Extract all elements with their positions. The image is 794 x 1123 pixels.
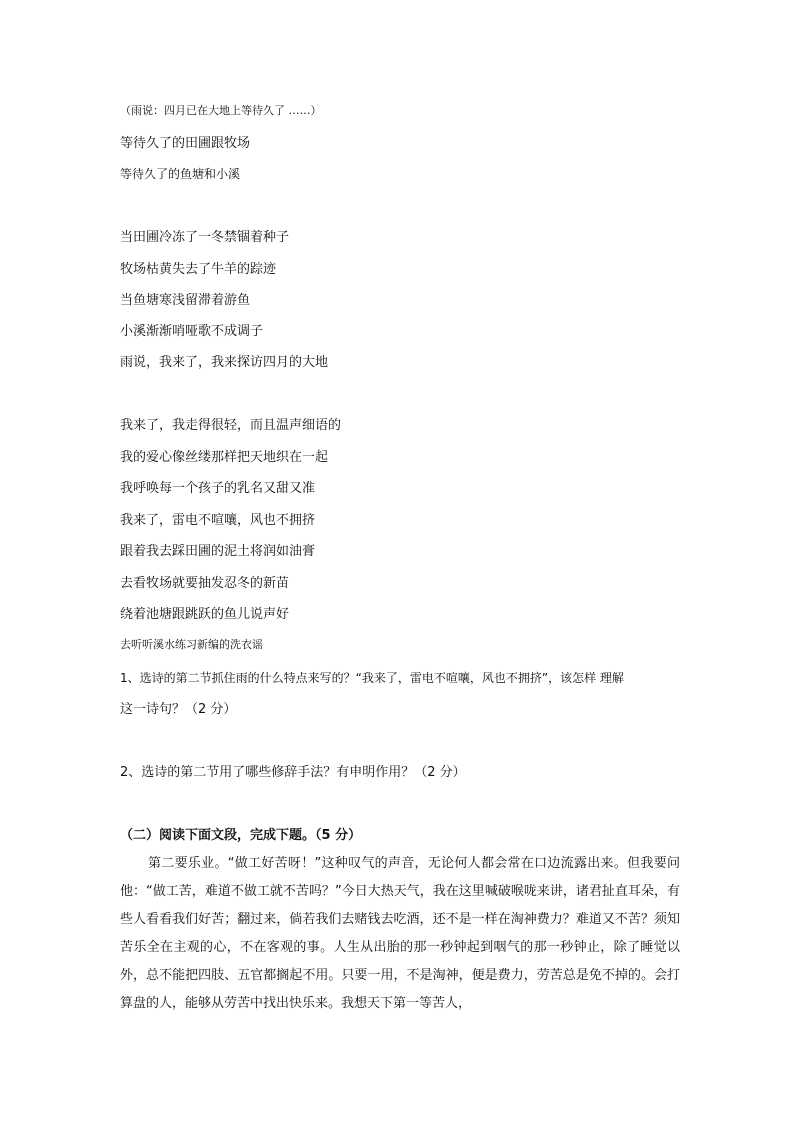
question-2-text: 2、选诗的第二节用了哪些修辞手法？有申明作用？（2 分）: [120, 765, 466, 780]
poem-line: 跟着我去踩田圃的泥土将润如油膏: [120, 544, 316, 559]
poem-line: 去看牧场就要抽发忍冬的新苗: [120, 576, 290, 591]
question-1-text: 1、选诗的第二节抓住雨的什么特点来写的？“我来了，雷电不喧嚷，风也不拥挤”，该怎样 理解: [120, 671, 624, 685]
poem-line: 我的爱心像丝缕那样把天地织在一起: [120, 450, 329, 465]
question-1-text-cont: 这一诗句？（2 分）: [120, 702, 237, 717]
poem-line: 我来了，我走得很轻，而且温声细语的: [120, 418, 342, 433]
poem-line: 小溪渐渐哨哑歌不成调子: [120, 324, 264, 339]
poem-line: 去听听溪水练习新编的洗衣谣: [120, 638, 263, 651]
poem-line: 我来了，雷电不喧嚷，风也不拥挤: [120, 513, 316, 528]
poem-line: 等待久了的鱼塘和小溪: [120, 167, 241, 181]
poem-epigraph: （雨说：四月已在大地上等待久了 ……）: [120, 104, 322, 117]
poem-line: 雨说，我来了，我来探访四月的大地: [120, 355, 329, 370]
poem-line: 等待久了的田圃跟牧场: [120, 136, 251, 151]
poem-line: 我呼唤每一个孩子的乳名又甜又准: [120, 481, 316, 496]
poem-line: 当田圃冷冻了一冬禁锢着种子: [120, 230, 290, 245]
section-heading: （二）阅读下面文段，完成下题。（5 分）: [120, 828, 362, 843]
poem-line: 当鱼塘寒浅留滞着游鱼: [120, 293, 251, 308]
poem-line: 牧场枯黄失去了牛羊的踪迹: [120, 262, 277, 277]
reading-passage: 第二要乐业。“做工好苦呀！”这种叹气的声音，无论何人都会常在口边流露出来。但我要问他：“做工苦，难道不做工就不苦吗？”今日大热天气，我在这里喊破喉咙来讲，诸君扯直耳朵，有些人看看我们好苦；翻过来，倘若我们去赌钱去吃酒，还不是一样在淘神费力？难道又不苦？须知苦乐全在主观的心，不在客观的事。人生从出胎的那一秒钟起到咽气的那一秒钟止，除了睡觉以外，总不能把四肢、五官都搁起不用。只要一用，不是淘神，便是费力，劳苦总是免不掉的。会打算盘的人，能够从劳苦中找出快乐来。我想天下第一等苦人，: [120, 856, 680, 1011]
poem-line: 绕着池塘跟跳跃的鱼儿说声好: [120, 607, 290, 622]
